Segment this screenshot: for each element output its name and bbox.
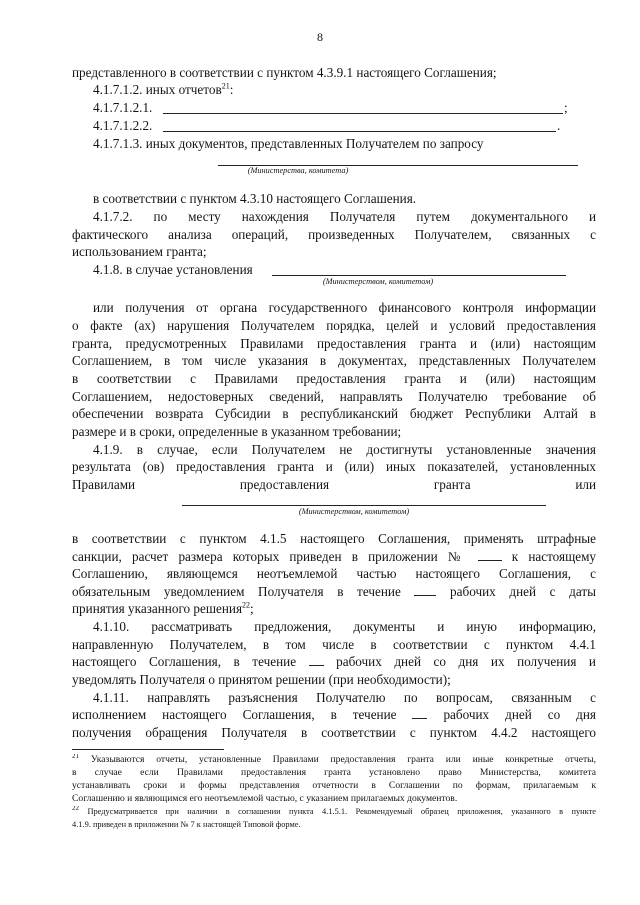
text-line: обязательным уведомлением Получателя в течение рабочих дней с даты bbox=[72, 584, 596, 599]
footnote-marker: 21 bbox=[72, 754, 79, 760]
fill-line bbox=[272, 275, 566, 276]
text-line: в соответствии с Правилами предоставления гранта и (или) настоящим bbox=[72, 371, 596, 386]
text-line: 4.1.7.1.2. иных отчетов$^{21}$: bbox=[93, 81, 234, 97]
footnote-line: $^{21}$ Указываются отчеты, установленные Правилами предоставления гранта или иные конкретные отчеты, bbox=[72, 754, 596, 767]
text-line: исполнением настоящего Соглашения, в течение рабочих дней со дня bbox=[72, 707, 596, 722]
footnote-line: $^{22}$ Предусматривается при наличии в соглашении пункта 4.1.5.1. Рекомендуемый образец приложения, указанного в пункте bbox=[72, 806, 596, 816]
footnote-line: устанавливать сроки и формы представления отчетности в Соглашении по формам, прилагаемым к bbox=[72, 780, 596, 791]
text-line: или получения от органа государственного финансового контроля информации bbox=[93, 300, 596, 315]
text-line: 4.1.11. направлять разъяснения Получателю по вопросам, связанным с bbox=[93, 690, 596, 705]
footnote-line: в случае если Правилами предоставления гранта установлено право Министерства, комитета bbox=[72, 767, 596, 778]
text-line: 4.1.9. в случае, если Получателем не достигнуты установленные значения bbox=[93, 442, 596, 457]
footnote-ref: 22 bbox=[242, 600, 251, 610]
text-line: гранта, предусмотренных Правилами предоставления гранта и (или) настоящим bbox=[72, 336, 596, 351]
blank-field bbox=[309, 654, 324, 666]
text-line: размере и в сроки, определенные в указанном требовании; bbox=[72, 424, 402, 439]
text-line: 4.1.7.1.2.2. bbox=[93, 118, 153, 133]
text-line: 4.1.10. рассматривать предложения, документы и иную информацию, bbox=[93, 619, 596, 634]
page-number: 8 bbox=[317, 30, 323, 44]
text-line: получения обращения Получателя в соответствии с пунктом 4.4.2 настоящего bbox=[72, 725, 596, 740]
field-caption: (Министерством, комитетом) bbox=[298, 507, 410, 516]
blank-field bbox=[412, 707, 427, 719]
text-line: Соглашению, являющемся неотъемлемой частью настоящего Соглашения, с bbox=[72, 566, 596, 581]
fill-line bbox=[163, 113, 563, 114]
text-line: фактического анализа операций, произведенных Получателем, связанных с bbox=[72, 227, 596, 242]
footnote-ref: 21 bbox=[221, 81, 230, 91]
text-line: настоящего Соглашения, в течение рабочих дней со дня их получения и bbox=[72, 654, 596, 669]
text-line: 4.1.7.2. по месту нахождения Получателя путем документального и bbox=[93, 209, 596, 224]
text-line: санкции, расчет размера которых приведен в приложении № к настоящему bbox=[72, 549, 596, 564]
text-line: в соответствии с пунктом 4.3.10 настоящего Соглашения. bbox=[93, 191, 417, 206]
field-caption: (Министерства, комитета) bbox=[247, 166, 349, 175]
text-line: в соответствии с пунктом 4.1.5 настоящего Соглашения, применять штрафные bbox=[72, 531, 596, 546]
text-line: результата (ов) предоставления гранта и (или) иных показателей, установленных bbox=[72, 459, 596, 474]
footnote-line: 4.1.9. приведен в приложении № 7 к настоящей Типовой форме. bbox=[72, 820, 301, 829]
text-line: обеспечении возврата Субсидии в республиканский бюджет Республики Алтай в bbox=[72, 406, 596, 421]
punctuation: . bbox=[557, 118, 561, 133]
footnote-marker: 22 bbox=[72, 806, 79, 813]
text-line: использованием гранта; bbox=[72, 244, 207, 259]
text-line: представленного в соответствии с пунктом 4.3.9.1 настоящего Соглашения; bbox=[72, 65, 497, 80]
text-line: Соглашением, недостоверных сведений, направлять Получателю требование об bbox=[72, 389, 596, 404]
punctuation: ; bbox=[564, 100, 568, 115]
text-line: уведомлять Получателя о принятом решении (при необходимости); bbox=[72, 672, 451, 687]
field-caption: (Министерством, комитетом) bbox=[322, 277, 434, 286]
fill-line bbox=[163, 131, 556, 132]
text-line: принятия указанного решения$^{22}$; bbox=[72, 600, 254, 616]
text-line: 4.1.8. в случае установления bbox=[93, 262, 253, 277]
text-line: 4.1.7.1.2.1. bbox=[93, 100, 153, 115]
text-line: Соглашением, в том числе указания в документах, представленных Получателем bbox=[72, 353, 596, 368]
text-line: направленную Получателем, в том числе в соответствии с пунктом 4.4.1 bbox=[72, 637, 596, 652]
blank-field bbox=[478, 549, 502, 561]
fill-line bbox=[182, 505, 546, 506]
footnote-separator bbox=[72, 749, 224, 750]
text-line: Правилами предоставления гранта или bbox=[72, 477, 596, 492]
footnote-line: Соглашению и являющимся его неотъемлемой частью, с указанием прилагаемых документов. bbox=[72, 793, 458, 804]
blank-field bbox=[414, 584, 436, 596]
text-line: о факте (ах) нарушения Получателем порядка, целей и условий предоставления bbox=[72, 318, 596, 333]
text-line: 4.1.7.1.3. иных документов, представленных Получателем по запросу bbox=[93, 136, 484, 151]
